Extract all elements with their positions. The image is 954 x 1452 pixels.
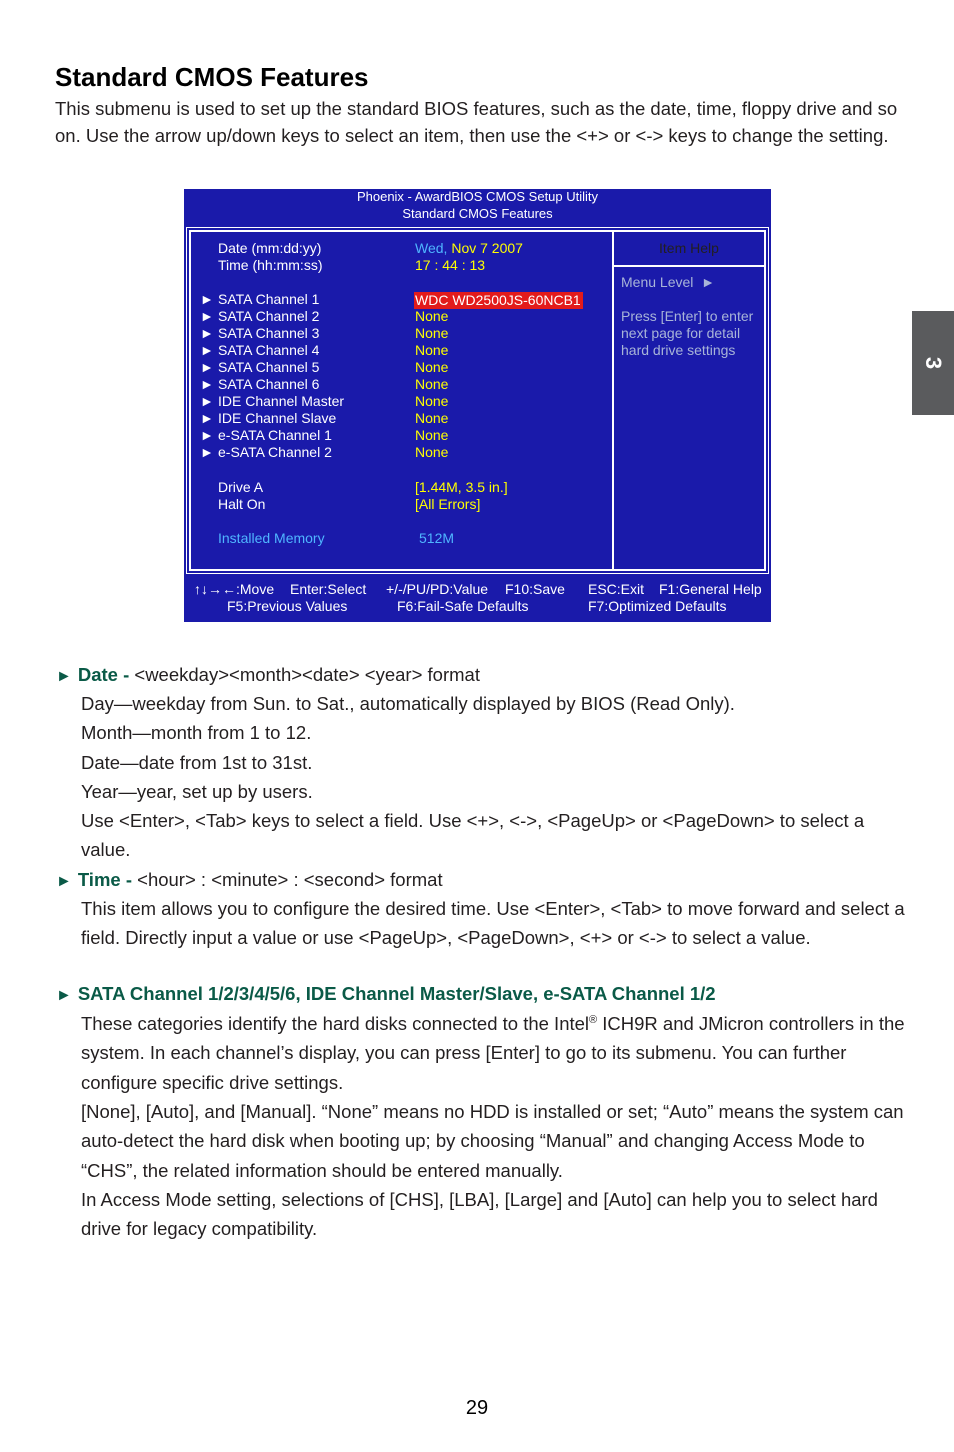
help-line-3: hard drive settings — [621, 342, 736, 358]
time-description: This item allows you to configure the desired time. Use <Enter>, <Tab> to move forward and select a field. Directly input a value or use <PageUp>, <PageDown>, <+> or <-> to select a value. — [81, 898, 905, 949]
bullet-arrow-icon: ► — [56, 987, 72, 1004]
submenu-arrow-icon: ► — [200, 342, 214, 358]
date-heading: ► Date - <weekday><month><date> <year> format — [56, 664, 480, 685]
chapter-number: 3 — [921, 356, 946, 370]
bullet-arrow-icon: ► — [56, 668, 72, 685]
bios-item-value[interactable]: None — [415, 393, 449, 409]
submenu-arrow-icon: ► — [200, 291, 214, 307]
submenu-arrow-icon: ► — [200, 325, 214, 341]
sata-options-description: [None], [Auto], and [Manual]. “None” means no HDD is installed or set; “Auto” means the system can auto-detect the hard disk when booting up; by choosing “Manual” and changing Access Mode to “CHS”, the related information should be entered manually. — [81, 1101, 904, 1181]
bios-item-row[interactable] — [200, 410, 337, 427]
key-previous-values: F5:Previous Values — [227, 598, 348, 614]
menu-level-text: Menu Level ► — [621, 274, 716, 290]
bios-item-label: SATA Channel 3 — [218, 325, 320, 341]
key-exit: ESC:Exit — [588, 581, 645, 597]
key-save: F10:Save — [505, 581, 565, 597]
access-mode-description: In Access Mode setting, selections of [CHS], [LBA], [Large] and [Auto] can help you to select hard drive for legacy compatibility. — [81, 1189, 878, 1240]
bios-item-value[interactable]: None — [415, 325, 449, 341]
bios-item-row[interactable] — [200, 325, 320, 342]
bios-item-label: SATA Channel 1 — [218, 291, 320, 307]
help-line-2: next page for detail — [621, 325, 741, 341]
bios-item-label: SATA Channel 4 — [218, 342, 320, 358]
submenu-arrow-icon: ► — [200, 444, 214, 460]
submenu-arrow-icon: ► — [200, 393, 214, 409]
intro-paragraph: This submenu is used to set up the standard BIOS features, such as the date, time, floppy drive and so on. Use the arrow up/down keys to select an item, then use the <+> or <-> keys to change the setting. — [55, 98, 898, 146]
submenu-arrow-icon: ► — [200, 308, 214, 324]
bios-item-value[interactable]: None — [415, 342, 449, 358]
bios-item-label: IDE Channel Slave — [218, 410, 337, 426]
bios-item-value[interactable]: None — [415, 444, 449, 460]
bios-item-value[interactable]: WDC WD2500JS-60NCB1 — [415, 292, 581, 308]
date-desc-day: Day—weekday from Sun. to Sat., automatically displayed by BIOS (Read Only). — [81, 693, 735, 714]
date-value[interactable]: Wed, Nov 7 2007 — [415, 240, 523, 256]
bios-item-row[interactable] — [200, 359, 320, 376]
key-select: Enter:Select — [290, 581, 367, 597]
bios-item-row[interactable] — [200, 444, 332, 461]
bios-item-value[interactable]: None — [415, 410, 449, 426]
help-line-1: Press [Enter] to enter — [621, 308, 754, 324]
bios-item-label: e-SATA Channel 2 — [218, 444, 332, 460]
item-help-title: Item Help — [659, 240, 719, 256]
bios-item-label: IDE Channel Master — [218, 393, 345, 409]
date-desc-year: Year—year, set up by users. — [81, 781, 313, 802]
key-general-help: F1:General Help — [659, 581, 762, 597]
bios-header-title: Phoenix - AwardBIOS CMOS Setup Utility — [356, 189, 599, 204]
key-optimized-defaults: F7:Optimized Defaults — [588, 598, 727, 614]
bios-header-subtitle: Standard CMOS Features — [402, 206, 553, 221]
sata-heading: ► SATA Channel 1/2/3/4/5/6, IDE Channel Master/Slave, e-SATA Channel 1/2 — [56, 983, 716, 1004]
bios-item-label: SATA Channel 6 — [218, 376, 320, 392]
bios-header — [184, 188, 771, 222]
help-divider — [614, 265, 764, 267]
drive-a-value[interactable]: [1.44M, 3.5 in.] — [415, 479, 508, 495]
submenu-arrow-icon: ► — [200, 376, 214, 392]
bios-item-row[interactable] — [200, 427, 332, 444]
bios-item-label: SATA Channel 5 — [218, 359, 320, 375]
key-move: ↑↓→←:Move — [194, 581, 275, 597]
key-value: +/-/PU/PD:Value — [386, 581, 489, 597]
sata-description: These categories identify the hard disks connected to the Intel® ICH9R and JMicron controllers in the system. In each channel’s display, you can press [Enter] to go to its submenu. You can further configure specific drive settings. — [81, 1013, 905, 1093]
page-number: 29 — [465, 1397, 489, 1419]
bios-item-label: SATA Channel 2 — [218, 308, 320, 324]
time-heading: ► Time - <hour> : <minute> : <second> format — [56, 869, 443, 890]
bios-item-value[interactable]: None — [415, 359, 449, 375]
bullet-arrow-icon: ► — [56, 873, 72, 890]
key-failsafe-defaults: F6:Fail-Safe Defaults — [397, 598, 529, 614]
submenu-arrow-icon: ► — [200, 427, 214, 443]
bios-item-value[interactable]: None — [415, 376, 449, 392]
bios-item-value[interactable]: None — [415, 308, 449, 324]
page-title: Standard CMOS Features — [55, 62, 369, 92]
bios-item-row[interactable] — [200, 291, 320, 308]
menu-level-arrow-icon: ► — [701, 274, 716, 290]
submenu-arrow-icon: ► — [200, 410, 214, 426]
date-desc-month: Month—month from 1 to 12. — [81, 722, 312, 743]
bios-item-value[interactable]: None — [415, 427, 449, 443]
halt-on-value[interactable]: [All Errors] — [415, 496, 481, 512]
bios-item-label: e-SATA Channel 1 — [218, 427, 332, 443]
bios-item-row[interactable] — [200, 342, 320, 359]
chapter-tab — [912, 311, 954, 415]
time-value[interactable]: 17 : 44 : 13 — [415, 257, 486, 273]
bios-item-row[interactable] — [200, 393, 345, 410]
bios-item-row[interactable] — [200, 376, 320, 393]
date-desc-date: Date—date from 1st to 31st. — [81, 752, 313, 773]
bios-item-row[interactable] — [200, 308, 320, 325]
submenu-arrow-icon: ► — [200, 359, 214, 375]
date-desc-usage: Use <Enter>, <Tab> keys to select a field. Use <+>, <->, <PageUp> or <PageDown> to select a value. — [81, 810, 865, 861]
installed-memory-value: 512M — [419, 530, 455, 546]
